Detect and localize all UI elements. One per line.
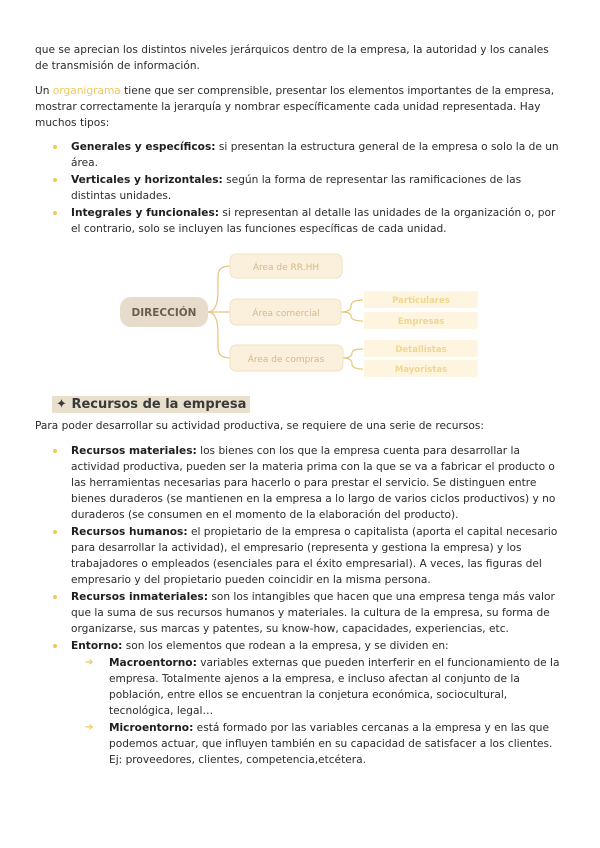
list-item: Recursos materiales: los bienes con los que la empresa cuenta para desarrollar la actividad productiva, pueden ser la materia prima con la que se va a fabricar el producto o las herramientas necesarias para hacerlo o para prestar el servicio. Se distinguen entre bienes duraderos (se mantienen en la empresa a lo largo de varios ciclos productivos) y no duraderos (se consumen en el momento de la elaboración del producto). xyxy=(35,443,565,523)
connector-root-compras xyxy=(208,312,230,358)
org-area-compras-label: Área de compras xyxy=(247,355,325,365)
connector-comercial-empresas xyxy=(341,312,363,321)
connector-comercial-particulares xyxy=(341,300,363,312)
org-leaf-detallistas-label: Detallistas xyxy=(395,345,447,355)
resources-list xyxy=(35,443,565,769)
list-item: Verticales y horizontales: según la forma de representar las ramificaciones de las distintas unidades. xyxy=(35,172,565,204)
organigrama-keyword: organigrama xyxy=(52,85,121,97)
org-root-label: DIRECCIÓN xyxy=(131,307,197,319)
org-area-comercial-label: Área comercial xyxy=(252,309,320,319)
section-heading xyxy=(52,396,250,413)
list-item: Recursos humanos: el propietario de la empresa o capitalista (aporta el capital necesario para desarrollar la actividad), el empresario (representa y gestiona la empresa) y los trabajadores o empleados (esenciales para el éxito empresarial). A veces, las figuras del empresario y del propietario pueden coincidir en la misma persona. xyxy=(35,524,565,588)
list-item: Generales y específicos: si presentan la estructura general de la empresa o solo la de un área. xyxy=(35,139,565,171)
list-item: Integrales y funcionales: si representan al detalle las unidades de la organización o, por el contrario, solo se incluyen las funciones específicas de cada unidad. xyxy=(35,205,565,237)
organigrama-rest: tiene que ser comprensible, presentar los elementos importantes de la empresa, mostrar correctamente la jerarquía y nombrar específicamente cada unidad representada. Hay muchos tipos: xyxy=(35,85,555,129)
list-item: Recursos inmateriales: son los intangibles que hacen que una empresa tenga más valor que la suma de sus recursos humanos y materiales. la cultura de la empresa, su forma de organizarse, sus marcas y patentes, su know-how, capacidades, experiencias, etc. xyxy=(35,589,565,637)
org-leaf-mayoristas-label: Mayoristas xyxy=(394,365,448,375)
organigrama-prefix: Un xyxy=(35,85,53,97)
entorno-sublist xyxy=(71,655,565,768)
list-item: Entorno: son los elementos que rodean a la empresa, y se dividen en: ➔ Macroentorno: variables externas que pueden interferir en el funcionamiento de la empresa. Totalmente ajenos a la empresa, e incluso afectan al conjunto de la población, entre ellos se encuentran la conjetura económica, sociocultural, tecnológica, legal… ➔ Microentorno: está formado por las variables cercanas a la empresa y en las que podemos actuar, que influyen también en su capacidad de satisfacer a los clientes. Ej: proveedores, clientes, competencia,etcétera. xyxy=(35,638,565,768)
connector-root-rrhh xyxy=(208,266,230,312)
resources-intro: Para poder desarrollar su actividad productiva, se requiere de una serie de recursos: xyxy=(35,420,484,432)
list-item: ➔ Microentorno: está formado por las variables cercanas a la empresa y en las que podemos actuar, que influyen también en su capacidad de satisfacer a los clientes. Ej: proveedores, clientes, competencia,etcétera. xyxy=(71,720,565,768)
connector-compras-detallistas xyxy=(343,349,363,358)
org-leaf-empresas-label: Empresas xyxy=(397,317,445,327)
section-title: Recursos de la empresa xyxy=(71,397,247,412)
list-item: ➔ Macroentorno: variables externas que pueden interferir en el funcionamiento de la empresa. Totalmente ajenos a la empresa, e incluso afectan al conjunto de la población, entre ellos se encuentran la conjetura económica, sociocultural, tecnológica, legal… xyxy=(71,655,565,719)
sparkle-icon: ✦ xyxy=(56,397,67,412)
connector-compras-mayoristas xyxy=(343,358,363,369)
org-leaf-particulares-label: Particulares xyxy=(392,296,450,306)
intro-paragraph: que se aprecian los distintos niveles jerárquicos dentro de la empresa, la autoridad y los canales de transmisión de información. xyxy=(35,44,549,72)
org-area-rrhh-label: Área de RR.HH xyxy=(252,263,320,273)
